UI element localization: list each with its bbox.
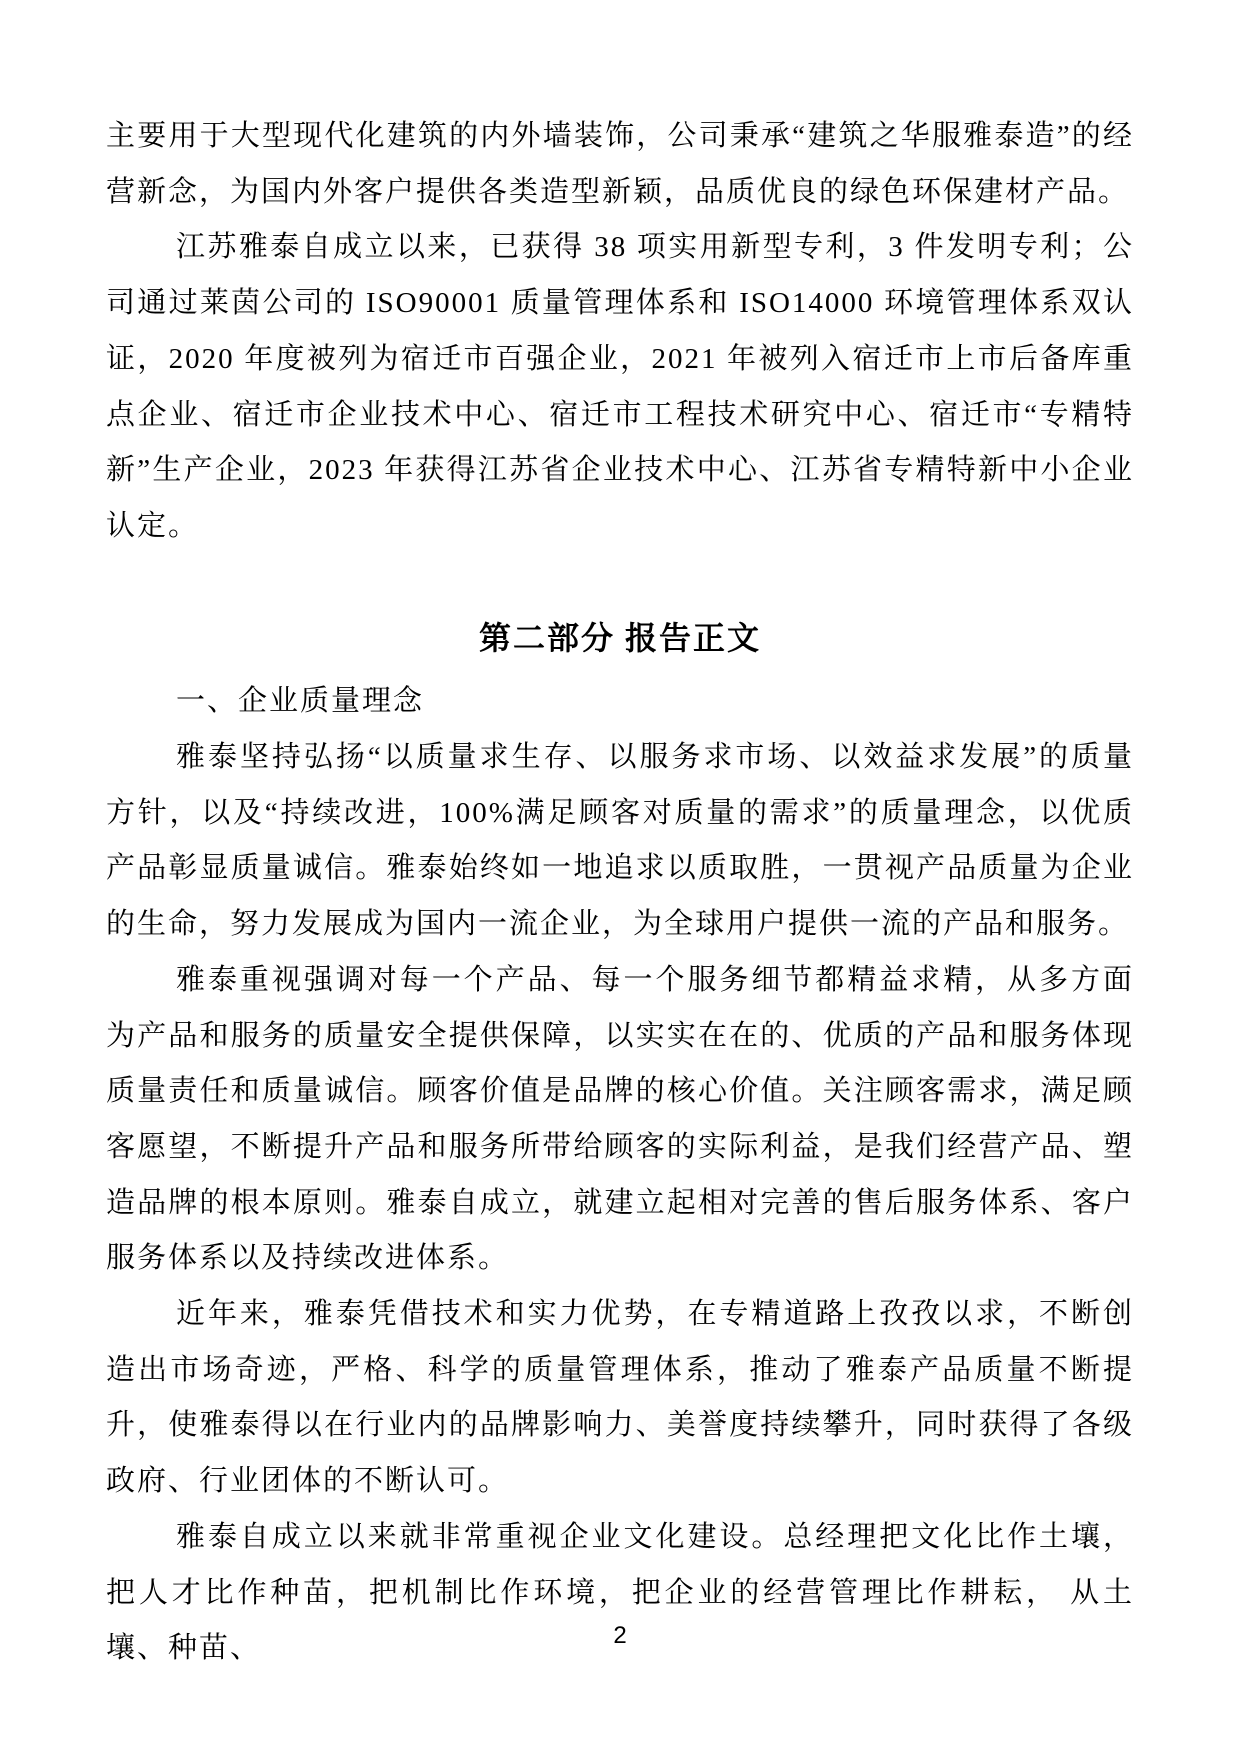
page-body	[106, 109, 1134, 1677]
paragraph-company-honors: 江苏雅泰自成立以来，已获得 38 项实用新型专利，3 件发明专利；公司通过莱茵公司的 ISO90001 质量管理体系和 ISO14000 环境管理体系双认证，2020 年度被列为宿迁市百强企业，2021 年被列入宿迁市上市后备库重点企业、宿迁市企业技术中心、宿迁市工程技术研究中心、宿迁市“专精特新”生产企业，2023 年获得江苏省企业技术中心、江苏省专精特新中小企业认定。	[106, 231, 1134, 542]
paragraph-customer-value: 雅泰重视强调对每一个产品、每一个服务细节都精益求精，从多方面为产品和服务的质量安全提供保障，以实实在在的、优质的产品和服务体现质量责任和质量诚信。顾客价值是品牌的核心价值。关注顾客需求，满足顾客愿望，不断提升产品和服务所带给顾客的实际利益，是我们经营产品、塑造品牌的根本原则。雅泰自成立，就建立起相对完善的售后服务体系、客户服务体系以及持续改进体系。	[106, 963, 1134, 1275]
paragraph-recent-years: 近年来，雅泰凭借技术和实力优势，在专精道路上孜孜以求，不断创造出市场奇迹，严格、科学的质量管理体系，推动了雅泰产品质量不断提升，使雅泰得以在行业内的品牌影响力、美誉度持续攀升，同时获得了各级政府、行业团体的不断认可。	[106, 1298, 1134, 1498]
section-heading-part2: 第二部分 报告正文	[478, 619, 761, 656]
subsection-title-quality-concept: 一、企业质量理念	[176, 685, 425, 718]
paragraph-intro-continuation: 主要用于大型现代化建筑的内外墙装饰，公司秉承“建筑之华服雅泰造”的经营新念，为国内外客户提供各类造型新颖，品质优良的绿色环保建材产品。	[106, 120, 1134, 208]
page-number: 2	[613, 1622, 627, 1649]
paragraph-quality-policy: 雅泰坚持弘扬“以质量求生存、以服务求市场、以效益求发展”的质量方针，以及“持续改进，100%满足顾客对质量的需求”的质量理念，以优质产品彰显质量诚信。雅泰始终如一地追求以质取胜，一贯视产品质量为企业的生命，努力发展成为国内一流企业，为全球用户提供一流的产品和服务。	[106, 741, 1134, 941]
paragraph-corporate-culture: 雅泰自成立以来就非常重视企业文化建设。总经理把文化比作土壤，把人才比作种苗，把机制比作环境，把企业的经营管理比作耕耘， 从土壤、种苗、	[106, 1520, 1134, 1665]
